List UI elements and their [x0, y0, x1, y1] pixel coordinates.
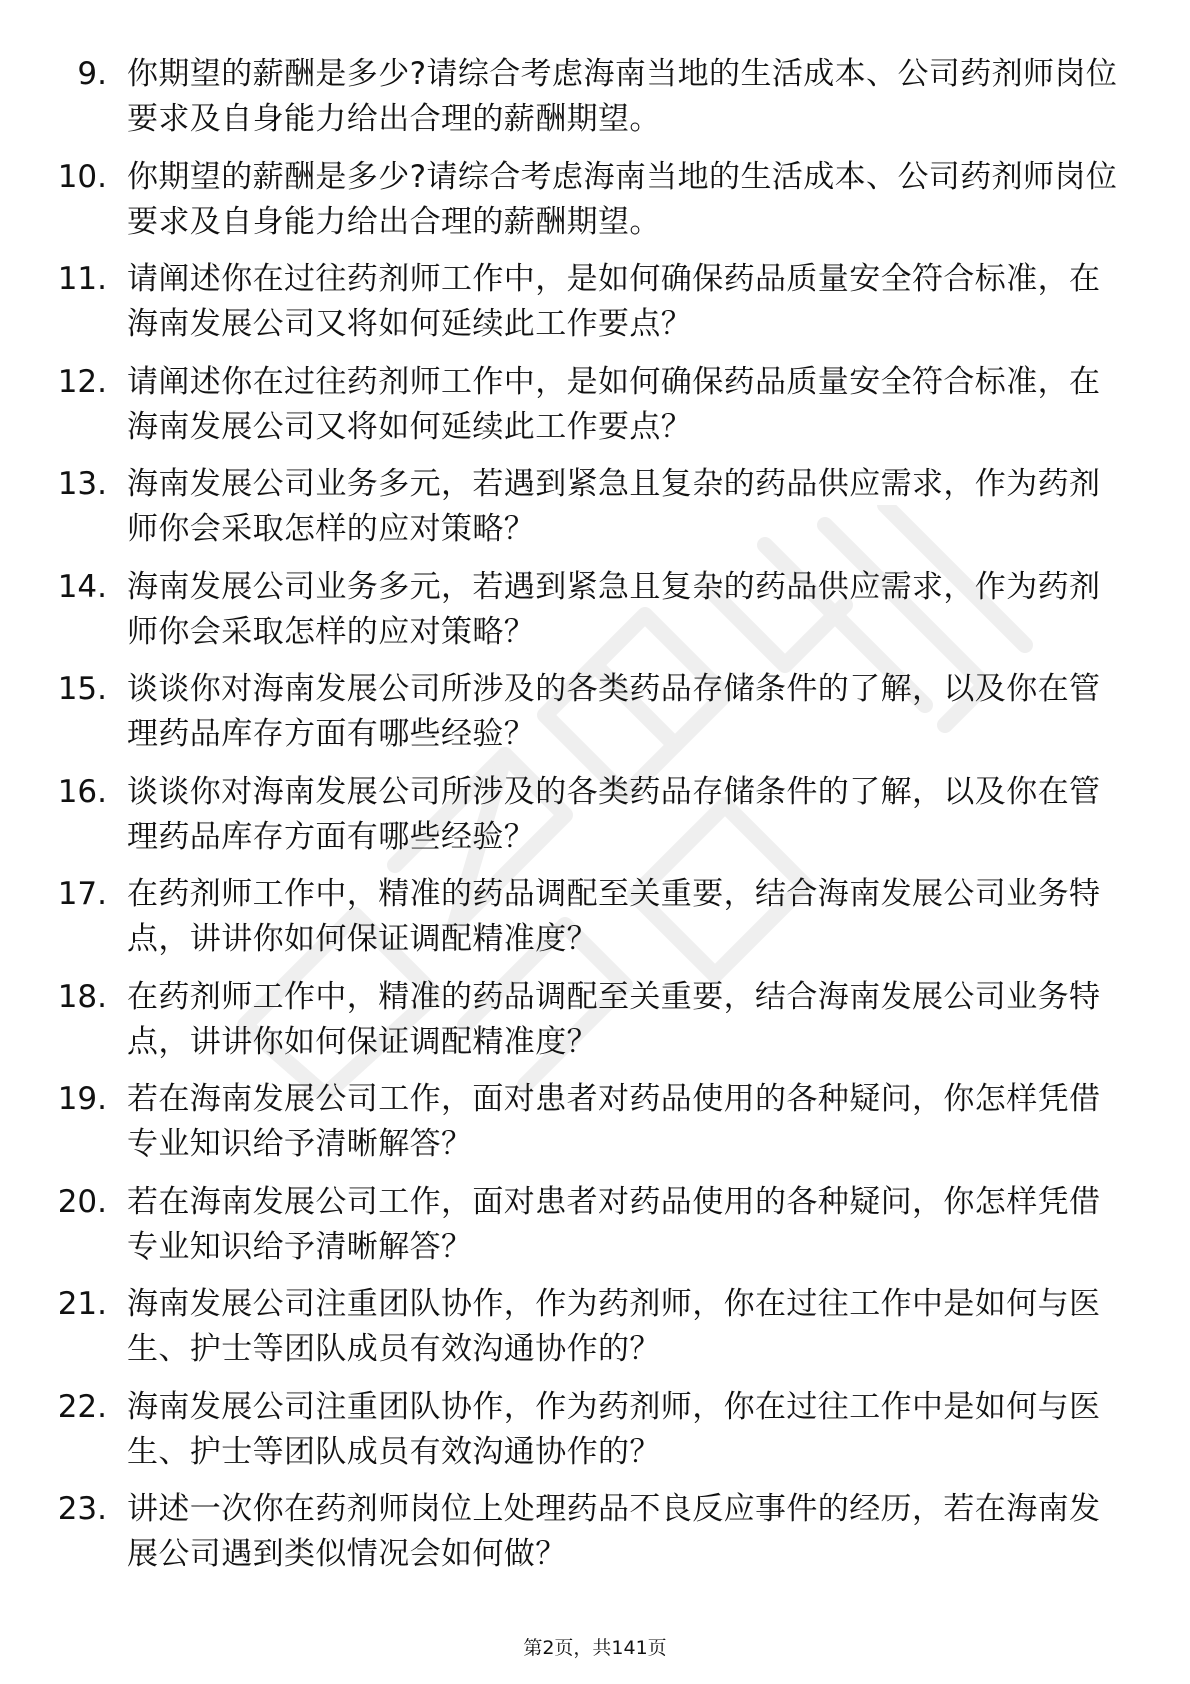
question-text: 若在海南发展公司工作，面对患者对药品使用的各种疑问，你怎样凭借专业知识给予清晰解答？	[127, 1081, 1101, 1162]
question-text: 在药剂师工作中，精准的药品调配至关重要，结合海南发展公司业务特点，讲讲你如何保证调配精准度？	[127, 978, 1101, 1060]
question-number: 22.	[57, 1388, 107, 1425]
question-number: 11.	[57, 261, 107, 297]
question-item	[55, 257, 1135, 360]
question-item	[55, 52, 1135, 155]
question-text: 海南发展公司业务多元，若遇到紧急且复杂的药品供应需求，作为药剂师你会采取怎样的应对策略？	[127, 466, 1101, 547]
question-number: 13.	[57, 466, 107, 502]
question-number: 20.	[57, 1183, 107, 1220]
question-text: 谈谈你对海南发展公司所涉及的各类药品存储条件的了解，以及你在管理药品库存方面有哪些经验？	[127, 773, 1101, 855]
question-number: 17.	[57, 876, 107, 912]
question-item	[55, 462, 1135, 565]
question-item	[55, 975, 1135, 1078]
question-text: 海南发展公司注重团队协作，作为药剂师，你在过往工作中是如何与医生、护士等团队成员有效沟通协作的？	[127, 1388, 1101, 1470]
question-item	[55, 770, 1135, 873]
question-number: 10.	[57, 158, 107, 195]
question-text: 若在海南发展公司工作，面对患者对药品使用的各种疑问，你怎样凭借专业知识给予清晰解答？	[127, 1183, 1101, 1265]
question-number: 14.	[57, 568, 107, 605]
question-item	[55, 565, 1135, 668]
question-item	[55, 360, 1135, 463]
question-number: 19.	[57, 1081, 107, 1117]
question-item	[55, 1487, 1135, 1590]
question-item	[55, 155, 1135, 258]
question-text: 谈谈你对海南发展公司所涉及的各类药品存储条件的了解，以及你在管理药品库存方面有哪些经验？	[127, 671, 1101, 752]
question-item	[55, 1077, 1135, 1180]
question-text: 讲述一次你在药剂师岗位上处理药品不良反应事件的经历，若在海南发展公司遇到类似情况会如何做？	[127, 1491, 1101, 1572]
question-text: 在药剂师工作中，精准的药品调配至关重要，结合海南发展公司业务特点，讲讲你如何保证调配精准度？	[127, 876, 1101, 957]
question-text: 请阐述你在过往药剂师工作中，是如何确保药品质量安全符合标准，在海南发展公司又将如何延续此工作要点？	[127, 261, 1101, 342]
question-number: 15.	[57, 671, 107, 707]
question-number: 9.	[77, 56, 107, 92]
question-number: 12.	[57, 363, 107, 400]
question-number: 16.	[57, 773, 107, 810]
question-number: 23.	[57, 1491, 107, 1527]
question-text: 海南发展公司注重团队协作，作为药剂师，你在过往工作中是如何与医生、护士等团队成员有效沟通协作的？	[127, 1286, 1101, 1367]
question-item	[55, 1180, 1135, 1283]
question-number: 21.	[57, 1286, 107, 1322]
question-list	[55, 52, 1135, 1590]
question-item	[55, 667, 1135, 770]
question-item	[55, 1385, 1135, 1488]
question-number: 18.	[57, 978, 107, 1015]
question-item	[55, 1282, 1135, 1385]
question-text: 你期望的薪酬是多少?请综合考虑海南当地的生活成本、公司药剂师岗位要求及自身能力给出合理的薪酬期望。	[127, 158, 1118, 240]
question-text: 请阐述你在过往药剂师工作中，是如何确保药品质量安全符合标准，在海南发展公司又将如何延续此工作要点？	[127, 363, 1101, 445]
question-text: 你期望的薪酬是多少?请综合考虑海南当地的生活成本、公司药剂师岗位要求及自身能力给出合理的薪酬期望。	[127, 56, 1118, 137]
page-footer: 第2页，共141页	[523, 1637, 667, 1659]
question-text: 海南发展公司业务多元，若遇到紧急且复杂的药品供应需求，作为药剂师你会采取怎样的应对策略？	[127, 568, 1101, 650]
question-item	[55, 872, 1135, 975]
